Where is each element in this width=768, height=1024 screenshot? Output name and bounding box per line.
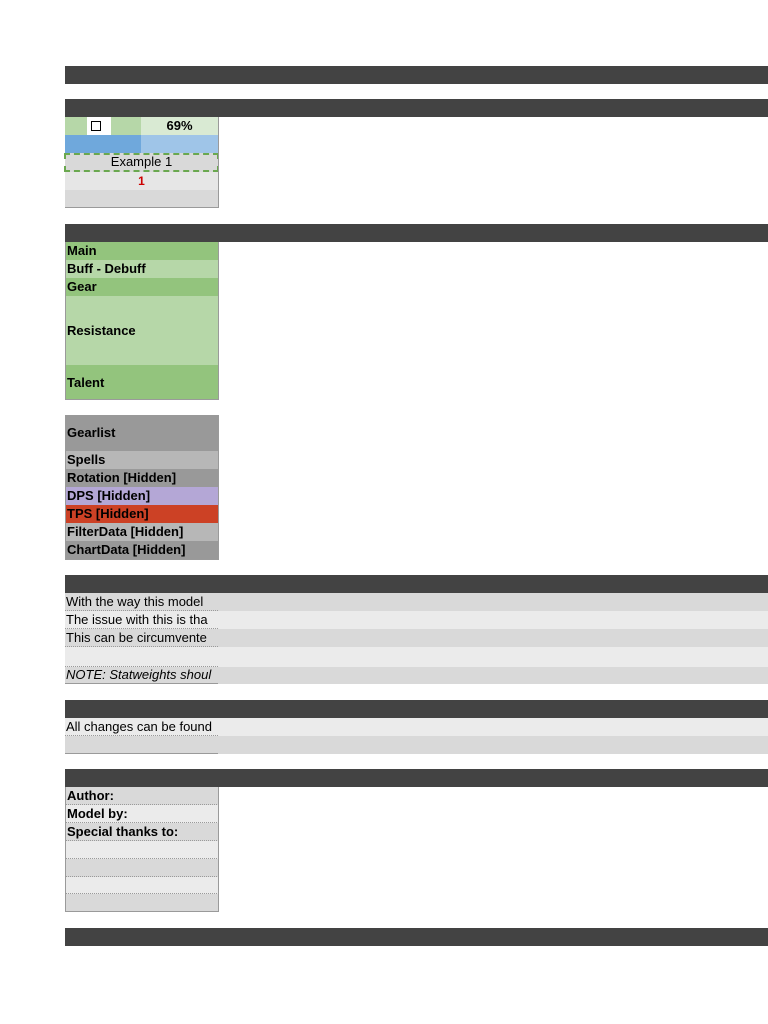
- credits-blank-4: [65, 894, 219, 912]
- notes-line-4: [65, 647, 218, 667]
- percent-value: 69%: [141, 117, 218, 135]
- progress-bar-rest: [141, 135, 218, 153]
- notes-line-3: This can be circumvente: [65, 629, 218, 647]
- header-band-5: [65, 700, 768, 718]
- header-band-1: [65, 66, 768, 84]
- header-band-7: [65, 928, 768, 946]
- header-band-3: [65, 224, 768, 242]
- example-selector[interactable]: Example 1: [65, 153, 218, 172]
- credits-blank-3: [65, 877, 219, 894]
- tab-main[interactable]: Main: [65, 242, 219, 260]
- progress-bar-fill: [65, 135, 141, 153]
- header-band-6: [65, 769, 768, 787]
- header-band-4: [65, 575, 768, 593]
- tab-gearlist[interactable]: Gearlist: [65, 415, 219, 451]
- notes-line-5: NOTE: Statweights shoul: [65, 667, 218, 684]
- tab-chartdata[interactable]: ChartData [Hidden]: [65, 541, 219, 560]
- tab-gear[interactable]: Gear: [65, 278, 219, 296]
- tab-spells[interactable]: Spells: [65, 451, 219, 469]
- notes-line-2: The issue with this is tha: [65, 611, 218, 629]
- selection-outline: [64, 153, 219, 172]
- tab-talent[interactable]: Talent: [65, 365, 219, 400]
- tab-resistance[interactable]: Resistance: [65, 296, 219, 365]
- checkbox[interactable]: [91, 121, 101, 131]
- credits-blank-1: [65, 841, 219, 859]
- tab-buff-debuff[interactable]: Buff - Debuff: [65, 260, 219, 278]
- header-band-2: [65, 99, 768, 117]
- credits-model-by: Model by:: [65, 805, 219, 823]
- tab-filterdata[interactable]: FilterData [Hidden]: [65, 523, 219, 541]
- blank-row: [65, 190, 218, 208]
- tab-dps[interactable]: DPS [Hidden]: [65, 487, 219, 505]
- tab-tps[interactable]: TPS [Hidden]: [65, 505, 219, 523]
- panel-border: [218, 117, 219, 208]
- credits-author: Author:: [65, 787, 219, 805]
- example-value: 1: [65, 172, 218, 190]
- credits-blank-2: [65, 859, 219, 877]
- changes-line-2: [65, 736, 218, 754]
- tab-rotation[interactable]: Rotation [Hidden]: [65, 469, 219, 487]
- notes-line-1: With the way this model: [65, 593, 218, 611]
- changes-line-1: All changes can be found: [65, 718, 218, 736]
- credits-special-thanks: Special thanks to:: [65, 823, 219, 841]
